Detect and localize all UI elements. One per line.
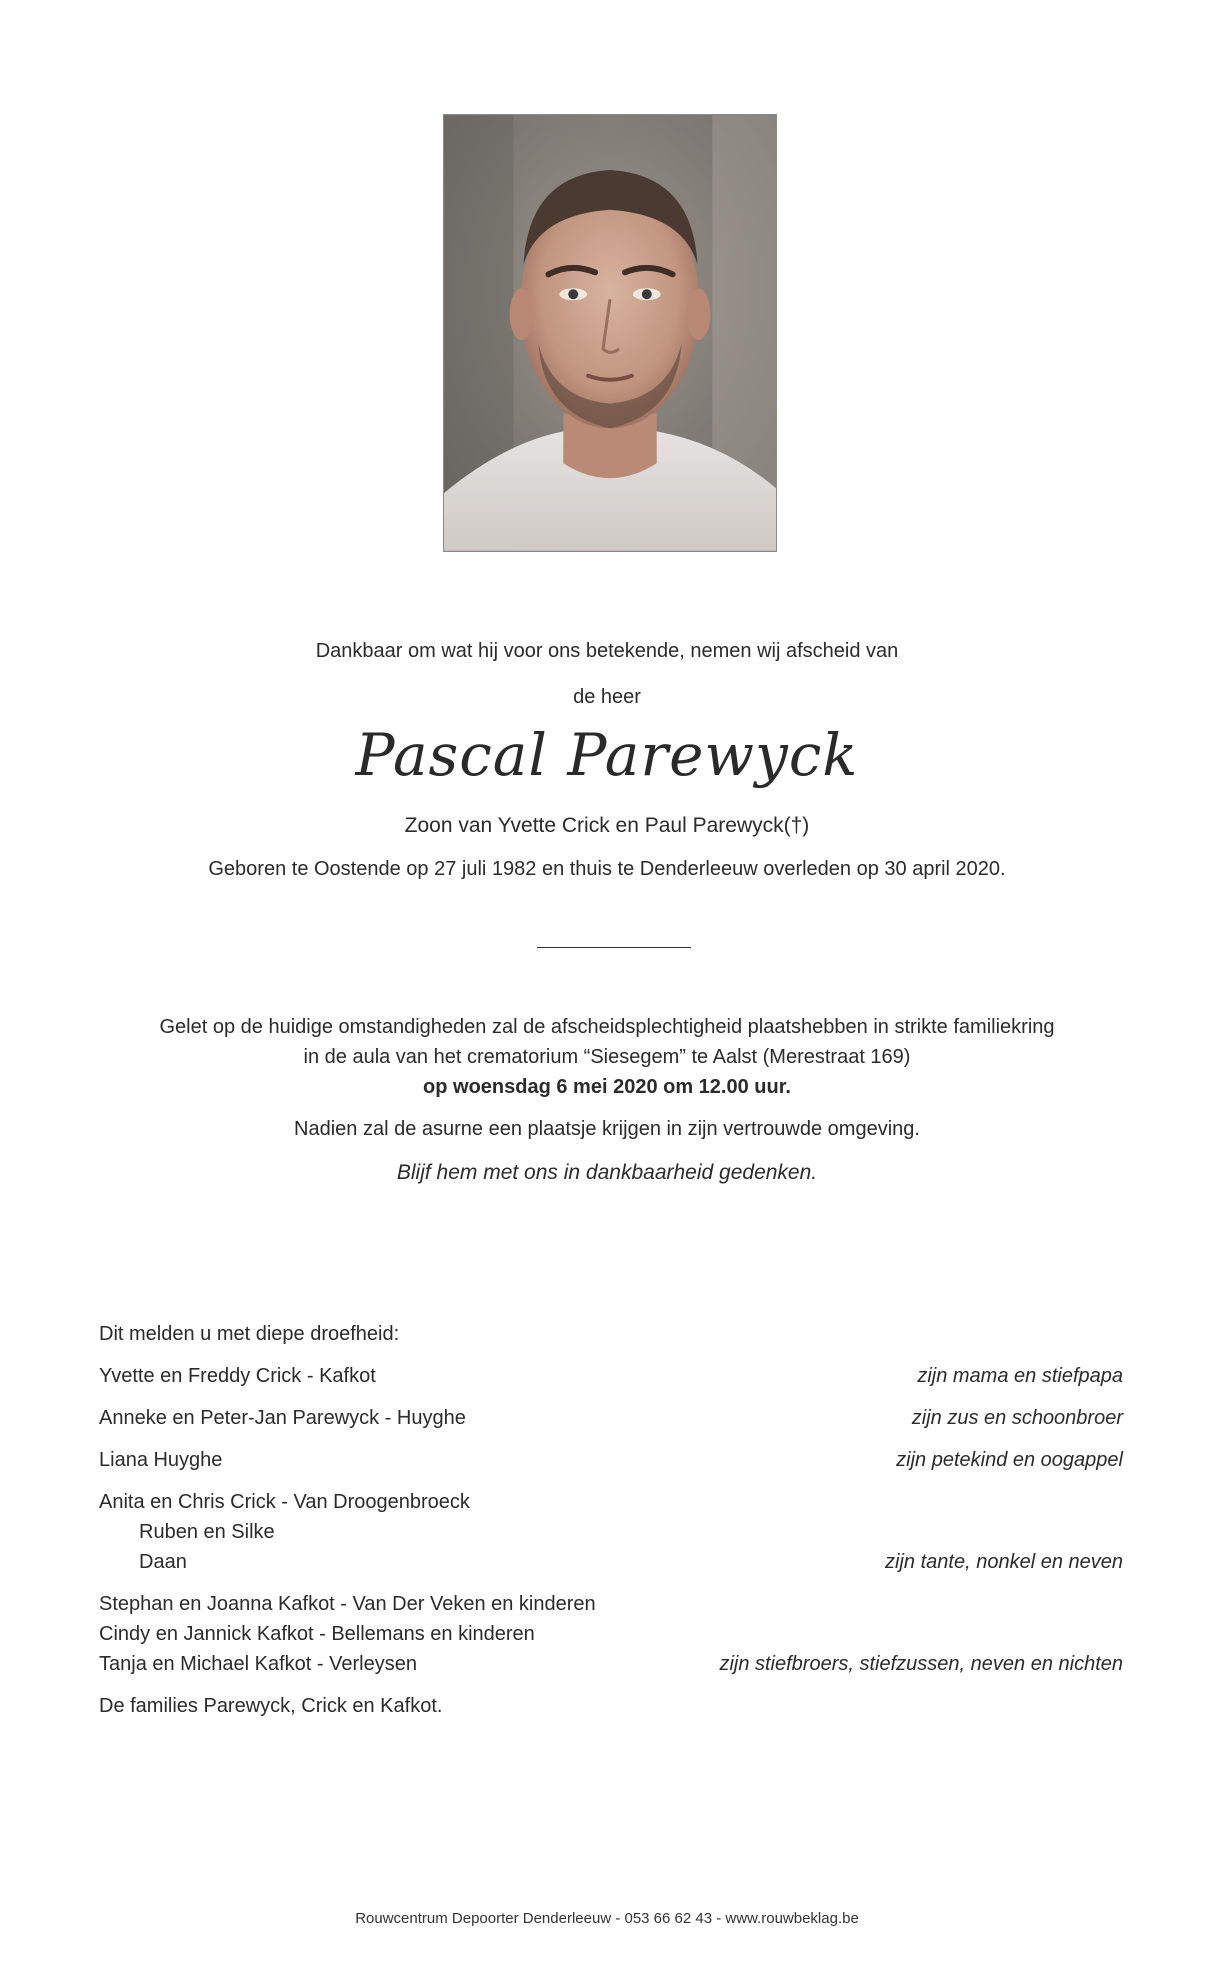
mourners-intro: Dit melden u met diepe droefheid:: [99, 1323, 400, 1345]
urn-text: Nadien zal de asurne een plaatsje krijgen in zijn vertrouwde omgeving.: [294, 1118, 920, 1140]
mourner-name: Stephan en Joanna Kafkot - Van Der Veken en kinderen: [99, 1593, 596, 1615]
mourner-name: Ruben en Silke: [139, 1521, 275, 1543]
mourner-name: Anita en Chris Crick - Van Droogenbroeck: [99, 1491, 470, 1513]
closing-text: Blijf hem met ons in dankbaarheid gedenken.: [396, 1161, 818, 1184]
mourner-group: [99, 1403, 1123, 1433]
mourner-group: [99, 1361, 1123, 1391]
mourner-name: Liana Huyghe: [99, 1449, 223, 1471]
intro-text: Dankbaar om wat hij voor ons betekende, nemen wij afscheid van: [315, 640, 899, 662]
mourner-name: De families Parewyck, Crick en Kafkot.: [99, 1695, 443, 1717]
ceremony-block: [0, 1012, 1214, 1102]
mourner-relation: zijn petekind en oogappel: [896, 1449, 1123, 1471]
mourner-name: Anneke en Peter-Jan Parewyck - Huyghe: [99, 1407, 466, 1429]
mourner-group: [99, 1691, 1123, 1721]
mourner-name: Cindy en Jannick Kafkot - Bellemans en kinderen: [99, 1623, 535, 1645]
mourner-group: [99, 1445, 1123, 1475]
funeral-home-footer: Rouwcentrum Depoorter Denderleeuw - 053 66 62 43 - www.rouwbeklag.be: [355, 1910, 859, 1927]
mourners-list: [99, 1319, 1123, 1733]
mourner-name: Tanja en Michael Kafkot - Verleysen: [99, 1653, 417, 1675]
mourner-relation: zijn mama en stiefpapa: [917, 1365, 1123, 1387]
deceased-name: Pascal Parewyck: [355, 721, 859, 789]
ceremony-date: op woensdag 6 mei 2020 om 12.00 uur.: [423, 1076, 791, 1098]
ceremony-line-2: in de aula van het crematorium “Siesegem” te Aalst (Merestraat 169): [303, 1046, 911, 1068]
ceremony-line-1: Gelet op de huidige omstandigheden zal de afscheidsplechtigheid plaatshebben in strikte familiekring: [159, 1016, 1055, 1038]
portrait-image: [444, 115, 776, 551]
mourner-relation: zijn tante, nonkel en neven: [885, 1551, 1123, 1573]
mourner-name: Yvette en Freddy Crick - Kafkot: [99, 1365, 376, 1387]
mourner-relation: zijn stiefbroers, stiefzussen, neven en nichten: [719, 1653, 1123, 1675]
birth-death-text: Geboren te Oostende op 27 juli 1982 en thuis te Denderleeuw overleden op 30 april 2020.: [208, 858, 1006, 880]
title-prefix: de heer: [573, 686, 641, 708]
mourner-group: [99, 1487, 1123, 1577]
divider-line: [537, 947, 691, 948]
portrait-photo: [443, 114, 777, 552]
mourner-group: [99, 1589, 1123, 1679]
parents-text: Zoon van Yvette Crick en Paul Parewyck(†): [404, 814, 810, 837]
mourner-name: Daan: [139, 1551, 187, 1573]
mourner-relation: zijn zus en schoonbroer: [911, 1407, 1123, 1429]
